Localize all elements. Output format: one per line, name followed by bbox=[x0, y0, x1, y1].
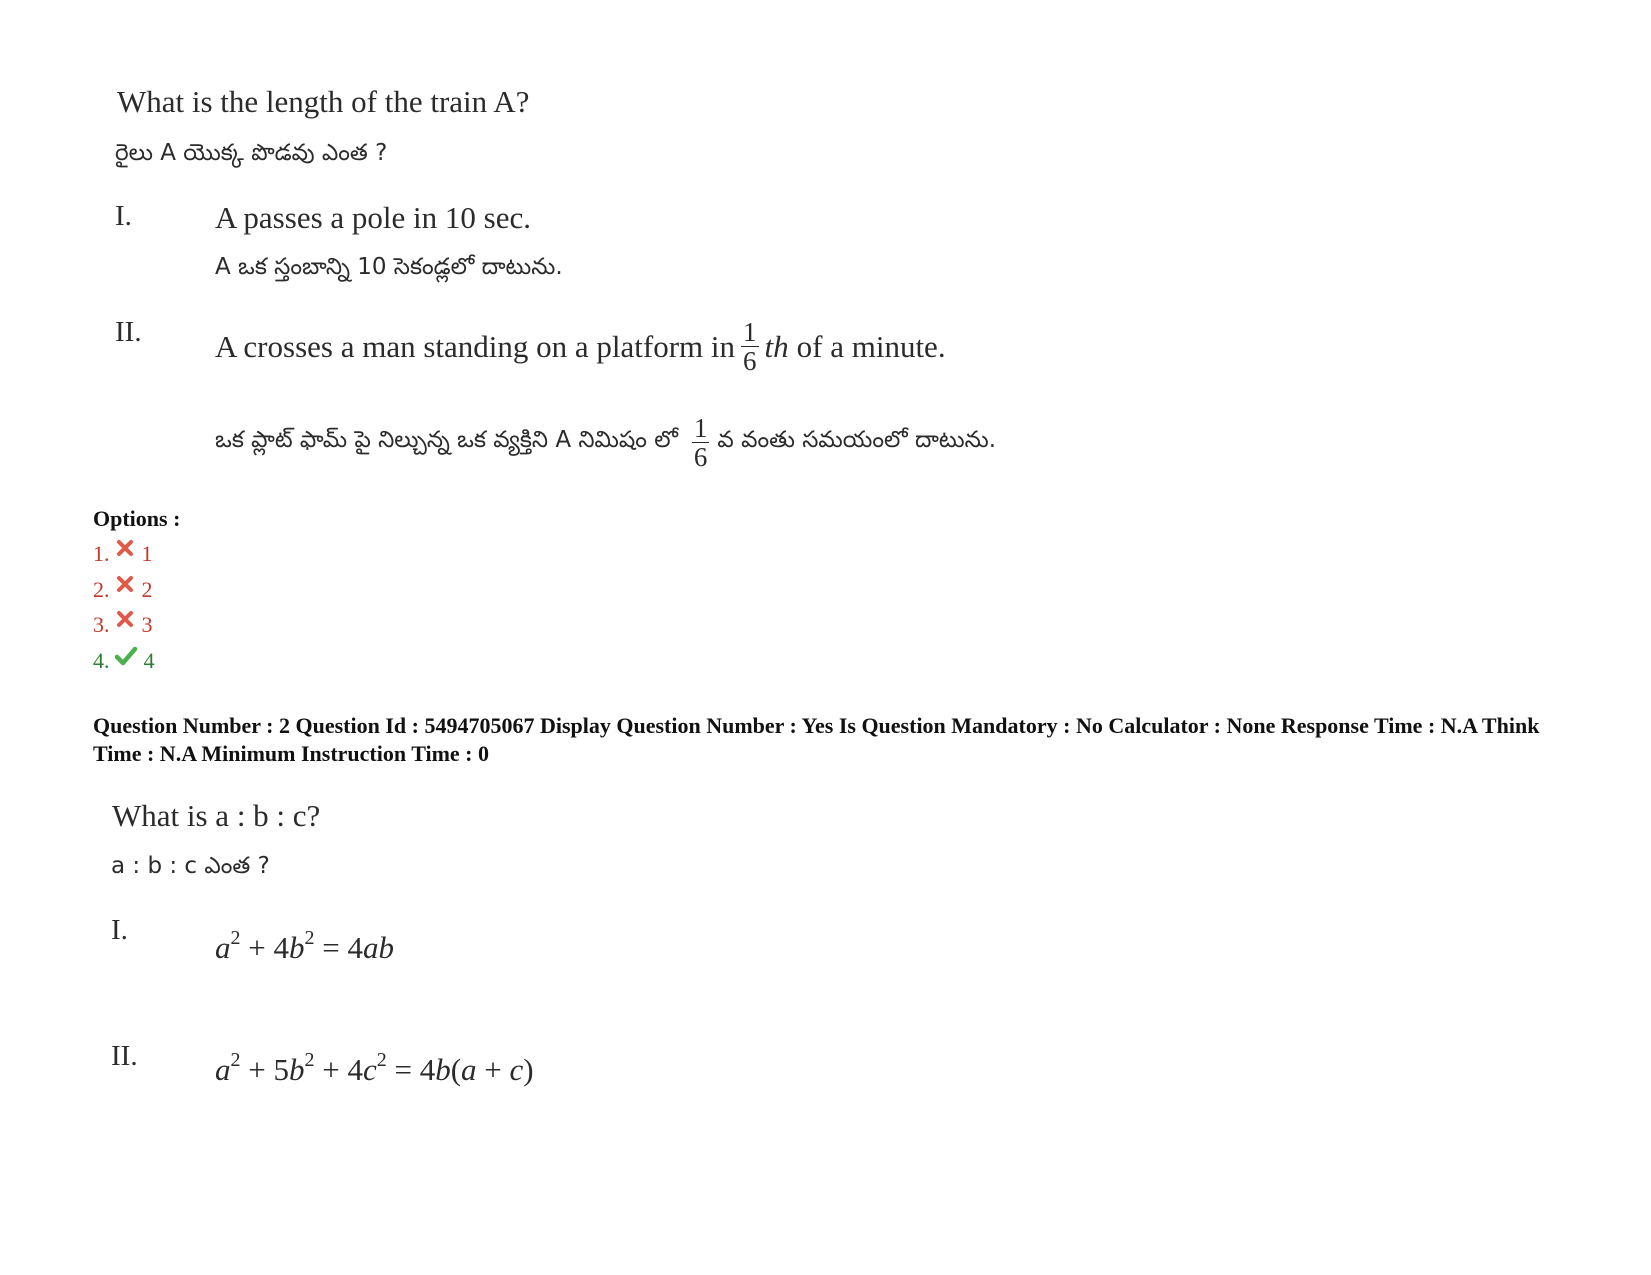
option-item bbox=[93, 612, 153, 638]
option-value: 2 bbox=[141, 577, 153, 602]
var: c bbox=[362, 1052, 377, 1087]
statement-text-en: A passes a pole in 10 sec. bbox=[215, 200, 531, 235]
var: ab bbox=[362, 930, 394, 965]
operator: + 4 bbox=[322, 1052, 363, 1087]
var: b bbox=[435, 1052, 451, 1087]
cross-icon bbox=[116, 575, 134, 593]
option-index: 2. bbox=[93, 577, 110, 602]
fraction-numerator: 1 bbox=[693, 413, 708, 443]
fraction bbox=[741, 318, 759, 376]
operator: = 4 bbox=[394, 1052, 436, 1087]
exponent: 2 bbox=[230, 1049, 241, 1071]
statement-text-part: of a minute. bbox=[796, 328, 946, 364]
option-item bbox=[93, 577, 153, 603]
var: b bbox=[288, 930, 305, 965]
statement-label: II. bbox=[115, 316, 142, 348]
var: a bbox=[461, 1052, 477, 1087]
statement-text-part: ఒక ప్లాట్ ఫామ్ పై నిల్చున్న ఒక వ్యక్తిని A నిమిషం లో bbox=[215, 426, 678, 453]
fraction-numerator: 1 bbox=[743, 317, 757, 347]
operator: + 5 bbox=[248, 1052, 289, 1087]
cross-icon bbox=[116, 539, 134, 557]
cross-icon bbox=[116, 610, 134, 628]
statement-text-en bbox=[215, 318, 946, 376]
operator: + bbox=[476, 1052, 510, 1087]
ordinal-suffix: th bbox=[764, 328, 789, 364]
question-title-te: రైలు A యొక్క పొడవు ఎంత ? bbox=[115, 140, 388, 166]
operator: = 4 bbox=[322, 930, 363, 965]
fraction-denominator: 6 bbox=[743, 346, 757, 377]
question-meta: Question Number : 2 Question Id : 5494705067 Display Question Number : Yes Is Question Mandatory : No Calculator : None Response Time : N.A Think Time : N.A Minimum Instruction Time : 0 bbox=[93, 713, 1540, 766]
exponent: 2 bbox=[376, 1049, 387, 1071]
statement-label: II. bbox=[111, 1040, 138, 1072]
statement-text-te bbox=[215, 414, 996, 472]
equation bbox=[215, 927, 394, 966]
exponent: 2 bbox=[304, 1049, 315, 1071]
option-item bbox=[93, 541, 153, 567]
operator: + 4 bbox=[248, 930, 289, 965]
equation bbox=[215, 1049, 534, 1088]
options-label: Options : bbox=[93, 506, 181, 531]
exponent: 2 bbox=[304, 927, 315, 949]
option-index: 4. bbox=[93, 648, 110, 673]
paren: ) bbox=[523, 1052, 534, 1087]
var: a bbox=[215, 1052, 231, 1087]
question-title-en: What is the length of the train A? bbox=[117, 84, 530, 119]
statement-label: I. bbox=[115, 200, 132, 232]
fraction-denominator: 6 bbox=[693, 442, 708, 473]
option-item bbox=[93, 648, 155, 674]
option-value: 3 bbox=[141, 612, 153, 637]
option-value: 1 bbox=[141, 541, 153, 566]
var: a bbox=[215, 930, 231, 965]
question-title-te: a : b : c ఎంత ? bbox=[111, 853, 270, 879]
statement-text-part: వ వంతు సమయంలో దాటును. bbox=[717, 426, 997, 453]
fraction bbox=[692, 414, 710, 472]
statement-label: I. bbox=[111, 914, 128, 946]
paren: ( bbox=[450, 1052, 462, 1087]
question-title-en: What is a : b : c? bbox=[112, 798, 321, 833]
var: c bbox=[509, 1052, 524, 1087]
option-value: 4 bbox=[143, 648, 155, 673]
var: b bbox=[288, 1052, 305, 1087]
statement-text-part: A crosses a man standing on a platform in bbox=[215, 328, 736, 364]
exponent: 2 bbox=[230, 927, 241, 949]
option-index: 1. bbox=[93, 541, 110, 566]
option-index: 3. bbox=[93, 612, 110, 637]
check-icon bbox=[114, 646, 138, 666]
statement-text-te: A ఒక స్తంబాన్ని 10 సెకండ్లలో దాటును. bbox=[215, 254, 563, 280]
